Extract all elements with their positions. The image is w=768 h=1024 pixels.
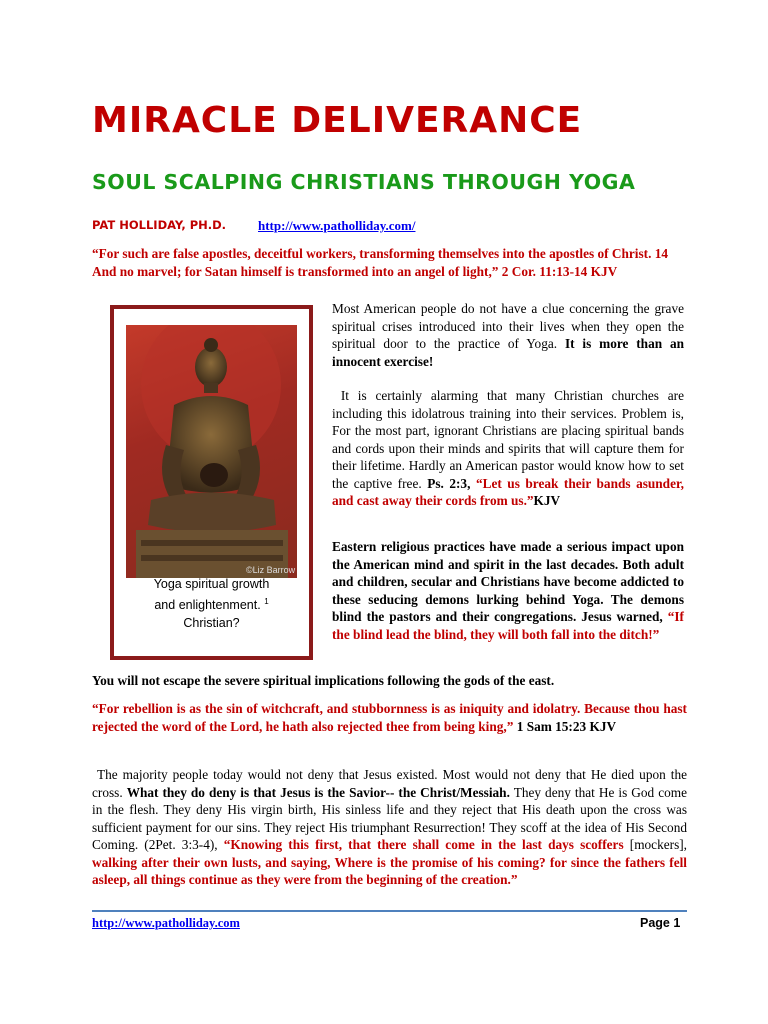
author-name: PAT HOLLIDAY, PH.D. [92,218,227,232]
paragraph-4 [92,766,687,889]
photo-watermark: ©Liz Barrow [246,565,296,575]
p3-quote: “If the blind lead the blind, they will both fall into the ditch!” [332,609,684,642]
warning-line: You will not escape the severe spiritual implications following the gods of the east. [92,673,555,688]
buddha-statue-image [126,325,297,578]
p1-text: Most American people do not have a clue concerning the grave spiritual crises introduced into their lives when they open the spiritual door to the practice of Yoga. [332,301,684,351]
paragraph-3 [332,538,684,643]
footnote-ref: 1 [264,597,269,606]
opening-quote: “For such are false apostles, deceitful workers, transforming themselves into the apostles of Christ. 14 And no marvel; for Satan himself is transformed into an angel of light,” 2 Cor. 11:13-14 KJV [92,246,669,279]
figure-frame [110,305,313,660]
caption-line-1: Yoga spiritual growth [153,577,270,591]
p1-emphasis: It is more than an innocent exercise! [332,336,685,369]
document-title: MIRACLE DELIVERANCE [92,100,583,141]
caption-line-2-wrap [114,593,309,614]
quote-2-text: “For rebellion is as the sin of witchcraft, and stubbornness is as iniquity and idolatry. Because thou hast rejected the word of the Lord, he hath also rejected thee from being king,” [92,701,687,734]
paragraph-2 [332,387,684,510]
quote-2 [92,700,687,735]
p4-text-b: They deny that He is God come in the flesh. They deny His virgin birth, His sinless life and they reject that His death upon the cross was sufficient payment for our sins. They reject His triumphant Resurrection! They scoff at the idea of His Second Coming. (2Pet. 3:3-4), [92,784,688,852]
p2-kjv: KJV [533,493,561,508]
p4-mockers: [mockers], [629,837,687,852]
p2-reference: Ps. 2:3, [427,475,471,491]
caption-line-3: Christian? [183,616,240,631]
p2-text: It is certainly alarming that many Christian churches are including this idolatrous training into their services. Problem is, For the most part, ignorant Christians are placing spiritual bands and cords upon their minds and spirits that will capture them for their lifetime. Hardly an American pastor would know how to set the captive free. [332,388,685,491]
buddha-illustration [126,325,297,578]
p4-emphasis: What they do deny is that Jesus is the Savior-- the Christ/Messiah. [126,784,510,800]
p3-text: Eastern religious practices have made a serious impact upon the American mind and spirit in the last decades. Both adult and children, secular and Christians have become addicted to these seducing demons lurking behind Yoga. The demons blind the pastors and their congregations. Jesus warned, [332,539,684,624]
footer-website-link[interactable]: http://www.patholliday.com [92,916,240,930]
p4-quote-2: walking after their own lusts, and saying, Where is the promise of his coming? for since the fathers fell asleep, all things continue as they were from the beginning of the creation.” [92,854,687,887]
document-subtitle: SOUL SCALPING CHRISTIANS THROUGH YOGA [92,170,636,194]
p2-quote: “Let us break their bands asunder, and cast away their cords from us.” [332,475,684,508]
p4-text-a: The majority people today would not deny that Jesus existed. Most would not deny that He died upon the cross. [92,767,687,800]
footer-divider [92,910,687,912]
quote-2-reference: 1 Sam 15:23 KJV [516,718,617,734]
author-website-link[interactable]: http://www.patholliday.com/ [258,218,416,233]
figure-caption [114,575,309,632]
caption-line-2: and enlightenment. [154,598,261,613]
p4-quote-1: “Knowing this first, that there shall come in the last days scoffers [223,837,624,852]
page-number: Page 1 [640,916,681,930]
paragraph-1 [332,300,684,370]
